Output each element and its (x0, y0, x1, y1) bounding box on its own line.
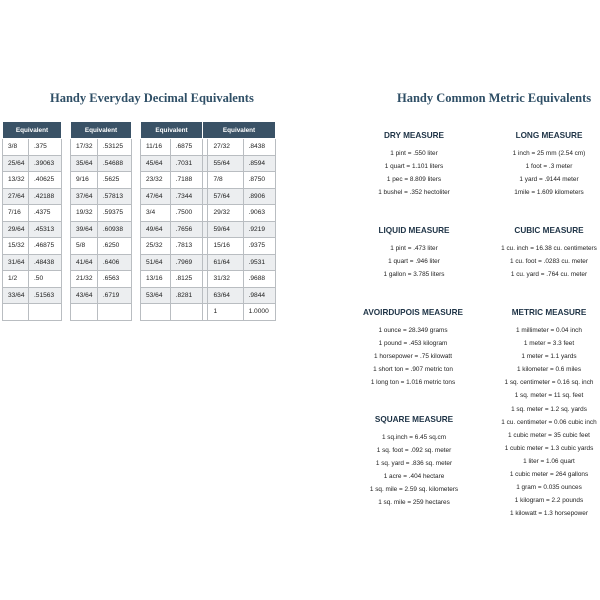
decimal-cell: .6875 (170, 139, 202, 156)
table-row (3, 304, 62, 321)
table-row (3, 271, 62, 288)
decimal-table-3-4 (140, 121, 276, 321)
decimal-cell: .8438 (243, 139, 275, 156)
decimal-cell: .42188 (28, 188, 61, 205)
cubic-measure-section (480, 226, 600, 281)
conversion-line: 1 liter = 1.06 quart (523, 457, 575, 465)
section-title: CUBIC MEASURE (514, 226, 584, 235)
conversion-line: 1 foot = .3 meter (525, 163, 573, 171)
table-row (3, 139, 62, 156)
fraction-cell: 29/32 (208, 205, 243, 222)
conversion-line: 1 cubic meter = 35 cubic feet (508, 431, 590, 439)
table-row (71, 188, 132, 205)
fraction-cell: 13/32 (3, 172, 29, 189)
decimal-cell: .9219 (243, 221, 275, 238)
decimal-cell: .8906 (243, 188, 275, 205)
fraction-cell: 13/16 (141, 271, 171, 288)
table-header-row (71, 122, 132, 139)
conversion-line: 1 inch = 25 mm (2.54 cm) (512, 150, 586, 157)
table-row (3, 221, 62, 238)
fraction-cell: 23/32 (141, 172, 171, 189)
table-row (71, 287, 132, 304)
conversion-line: 1 gallon = 3.785 liters (383, 271, 445, 279)
decimal-cell: .51563 (28, 287, 61, 304)
decimal-equivalents-title: Handy Everyday Decimal Equivalents (50, 91, 254, 105)
decimal-cell: .7813 (170, 238, 202, 255)
table-row (141, 271, 276, 288)
conversion-line: 1 millimeter = 0.04 inch (516, 327, 582, 334)
conversion-line: 1 horsepower = .75 kilowatt (374, 353, 452, 361)
fraction-cell: 25/32 (141, 238, 171, 255)
fraction-cell (141, 304, 171, 321)
metric-equivalents-title: Handy Common Metric Equivalents (397, 91, 592, 105)
table-row (141, 155, 276, 172)
decimal-cell: .59375 (97, 205, 131, 222)
table-row (71, 304, 132, 321)
table-row (71, 172, 132, 189)
fraction-cell: 59/64 (208, 221, 243, 238)
fraction-cell: 27/32 (208, 139, 243, 156)
conversion-line: 1 gram = 0.035 ounces (516, 484, 582, 492)
decimal-cell: .6719 (97, 287, 131, 304)
conversion-line: 1 meter = 3.3 feet (523, 340, 575, 348)
table-row (71, 139, 132, 156)
table-row (71, 254, 132, 271)
decimal-cell: .375 (28, 139, 61, 156)
table-row (71, 155, 132, 172)
decimal-cell: .6406 (97, 254, 131, 271)
table-row (141, 254, 276, 271)
fraction-cell: 11/16 (141, 139, 171, 156)
conversion-line: 1 meter = 1.1 yards (521, 353, 577, 361)
section-title: SQUARE MEASURE (374, 415, 454, 424)
table-row (3, 287, 62, 304)
decimal-cell: .7188 (170, 172, 202, 189)
fraction-cell: 1 (208, 304, 243, 321)
fraction-cell: 5/8 (71, 238, 98, 255)
decimal-cell: .46875 (28, 238, 61, 255)
fraction-cell (71, 304, 98, 321)
table-row (71, 221, 132, 238)
metric-measure-section (480, 308, 600, 520)
conversion-line: 1 sq. meter = 1.2 sq. yards (511, 405, 587, 413)
table-row (141, 172, 276, 189)
fraction-cell: 29/64 (3, 221, 29, 238)
decimal-cell: .6250 (97, 238, 131, 255)
section-title: LIQUID MEASURE (378, 226, 450, 235)
section-title: AVOIRDUPOIS MEASURE (363, 308, 463, 317)
conversion-line: 1 sq. meter = 11 sq. feet (514, 392, 584, 400)
fraction-cell: 27/64 (3, 188, 29, 205)
conversion-line: 1 kilowatt = 1.3 horsepower (510, 510, 588, 518)
decimal-cell: .7500 (170, 205, 202, 222)
decimal-cell (28, 304, 61, 321)
decimal-cell: 1.0000 (243, 304, 275, 321)
decimal-cell: .9844 (243, 287, 275, 304)
fraction-cell: 21/32 (71, 271, 98, 288)
conversion-line: 1 sq. centimeter = 0.16 sq. inch (504, 379, 594, 387)
table-row (3, 238, 62, 255)
column-header: Equivalent (203, 122, 276, 139)
conversion-line: 1 pec = 8.809 liters (386, 176, 442, 184)
fraction-cell: 17/32 (71, 139, 98, 156)
fraction-cell: 3/4 (141, 205, 171, 222)
conversion-line: 1 pint = .473 liter (390, 245, 438, 252)
decimal-table-2 (70, 121, 132, 321)
decimal-cell: .9688 (243, 271, 275, 288)
decimal-cell: .9375 (243, 238, 275, 255)
long-measure-section (480, 131, 600, 199)
decimal-cell: .7969 (170, 254, 202, 271)
fraction-cell: 53/64 (141, 287, 171, 304)
decimal-cell: .9063 (243, 205, 275, 222)
decimal-cell: .45313 (28, 221, 61, 238)
section-title: METRIC MEASURE (511, 308, 587, 317)
fraction-cell: 39/64 (71, 221, 98, 238)
conversion-line: 1mile = 1.609 kilometers (514, 189, 584, 197)
table-row (141, 205, 276, 222)
section-title: LONG MEASURE (515, 131, 583, 140)
table-header-row (141, 122, 276, 139)
table-row (3, 254, 62, 271)
conversion-line: 1 short ton = .907 metric ton (373, 366, 453, 374)
decimal-cell: .40625 (28, 172, 61, 189)
decimal-cell (97, 304, 131, 321)
decimal-cell: .8594 (243, 155, 275, 172)
conversion-line: 1 bushel = .352 hectoliter (378, 189, 450, 197)
decimal-cell (170, 304, 202, 321)
table-header-row (3, 122, 62, 139)
decimal-cell: .53125 (97, 139, 131, 156)
decimal-cell: .8281 (170, 287, 202, 304)
decimal-cell: .9531 (243, 254, 275, 271)
decimal-cell: .7031 (170, 155, 202, 172)
decimal-cell: .60938 (97, 221, 131, 238)
conversion-line: 1 sq. mile = 259 hectares (378, 499, 450, 507)
fraction-cell: 61/64 (208, 254, 243, 271)
decimal-cell: .4375 (28, 205, 61, 222)
conversion-line: 1 sq. foot = .092 sq. meter (376, 447, 452, 455)
column-header: Equivalent (141, 122, 203, 139)
conversion-line: 1 cubic meter = 264 gallons (509, 471, 589, 479)
fraction-cell: 47/64 (141, 188, 171, 205)
fraction-cell: 57/64 (208, 188, 243, 205)
fraction-cell: 15/32 (3, 238, 29, 255)
fraction-cell: 41/64 (71, 254, 98, 271)
conversion-line: 1 sq.inch = 6.45 sq.cm (381, 434, 447, 441)
conversion-line: 1 quart = .946 liter (388, 258, 440, 266)
decimal-cell: .39063 (28, 155, 61, 172)
table-row (141, 238, 276, 255)
conversion-line: 1 cu. foot = .0283 cu. meter (510, 258, 588, 266)
avoirdupois-measure-section (345, 308, 481, 389)
table-row (141, 139, 276, 156)
conversion-line: 1 quart = 1.101 liters (384, 163, 444, 171)
conversion-line: 1 kilogram = 2.2 pounds (514, 497, 584, 505)
column-header: Equivalent (71, 122, 132, 139)
table-row (71, 271, 132, 288)
conversion-line: 1 yard = .9144 meter (519, 176, 579, 184)
fraction-cell: 51/64 (141, 254, 171, 271)
table-row (3, 172, 62, 189)
column-header: Equivalent (3, 122, 62, 139)
decimal-cell: .7656 (170, 221, 202, 238)
conversion-line: 1 pint = .550 liter (390, 150, 438, 157)
fraction-cell: 15/16 (208, 238, 243, 255)
square-measure-section (350, 415, 478, 510)
conversion-line: 1 cu. yard = .764 cu. meter (510, 271, 588, 279)
fraction-cell: 49/64 (141, 221, 171, 238)
table-row (141, 188, 276, 205)
decimal-table-1 (2, 121, 62, 321)
decimal-cell: .8750 (243, 172, 275, 189)
conversion-line: 1 cu. centimeter = 0.06 cubic inch (501, 418, 597, 426)
fraction-cell: 31/32 (208, 271, 243, 288)
fraction-cell: 33/64 (3, 287, 29, 304)
conversion-line: 1 acre = .404 hectare (383, 473, 445, 481)
conversion-line: 1 cubic meter = 1.3 cubic yards (504, 444, 594, 452)
conversion-line: 1 cu. inch = 16.38 cu. centimeters (501, 245, 597, 252)
conversion-line: 1 sq. yard = .836 sq. meter (375, 460, 453, 468)
table-row (3, 205, 62, 222)
conversion-line: 1 pound = .453 kilogram (378, 340, 448, 348)
decimal-cell: .7344 (170, 188, 202, 205)
liquid-measure-section (350, 226, 478, 281)
dry-measure-section (350, 131, 478, 199)
section-title: DRY MEASURE (383, 131, 445, 140)
fraction-cell: 7/8 (208, 172, 243, 189)
table-row (141, 304, 276, 321)
conversion-line: 1 sq. mile = 2.59 sq. kilometers (369, 486, 459, 494)
fraction-cell: 7/16 (3, 205, 29, 222)
decimal-cell: .50 (28, 271, 61, 288)
table-row (71, 238, 132, 255)
fraction-cell (3, 304, 29, 321)
decimal-cell: .48438 (28, 254, 61, 271)
conversion-line: 1 ounce = 28.349 grams (378, 327, 448, 334)
table-row (71, 205, 132, 222)
fraction-cell: 25/64 (3, 155, 29, 172)
fraction-cell: 9/16 (71, 172, 98, 189)
conversion-line: 1 long ton = 1.016 metric tons (370, 379, 456, 387)
conversion-line: 1 kilometer = 0.6 miles (516, 366, 582, 374)
table-row (3, 188, 62, 205)
fraction-cell: 19/32 (71, 205, 98, 222)
fraction-cell: 55/64 (208, 155, 243, 172)
fraction-cell: 43/64 (71, 287, 98, 304)
table-row (141, 287, 276, 304)
decimal-cell: .57813 (97, 188, 131, 205)
table-row (3, 155, 62, 172)
fraction-cell: 35/64 (71, 155, 98, 172)
decimal-cell: .8125 (170, 271, 202, 288)
fraction-cell: 37/64 (71, 188, 98, 205)
decimal-cell: .54688 (97, 155, 131, 172)
fraction-cell: 3/8 (3, 139, 29, 156)
table-row (141, 221, 276, 238)
decimal-cell: .5625 (97, 172, 131, 189)
decimal-cell: .6563 (97, 271, 131, 288)
fraction-cell: 63/64 (208, 287, 243, 304)
fraction-cell: 45/64 (141, 155, 171, 172)
fraction-cell: 1/2 (3, 271, 29, 288)
fraction-cell: 31/64 (3, 254, 29, 271)
